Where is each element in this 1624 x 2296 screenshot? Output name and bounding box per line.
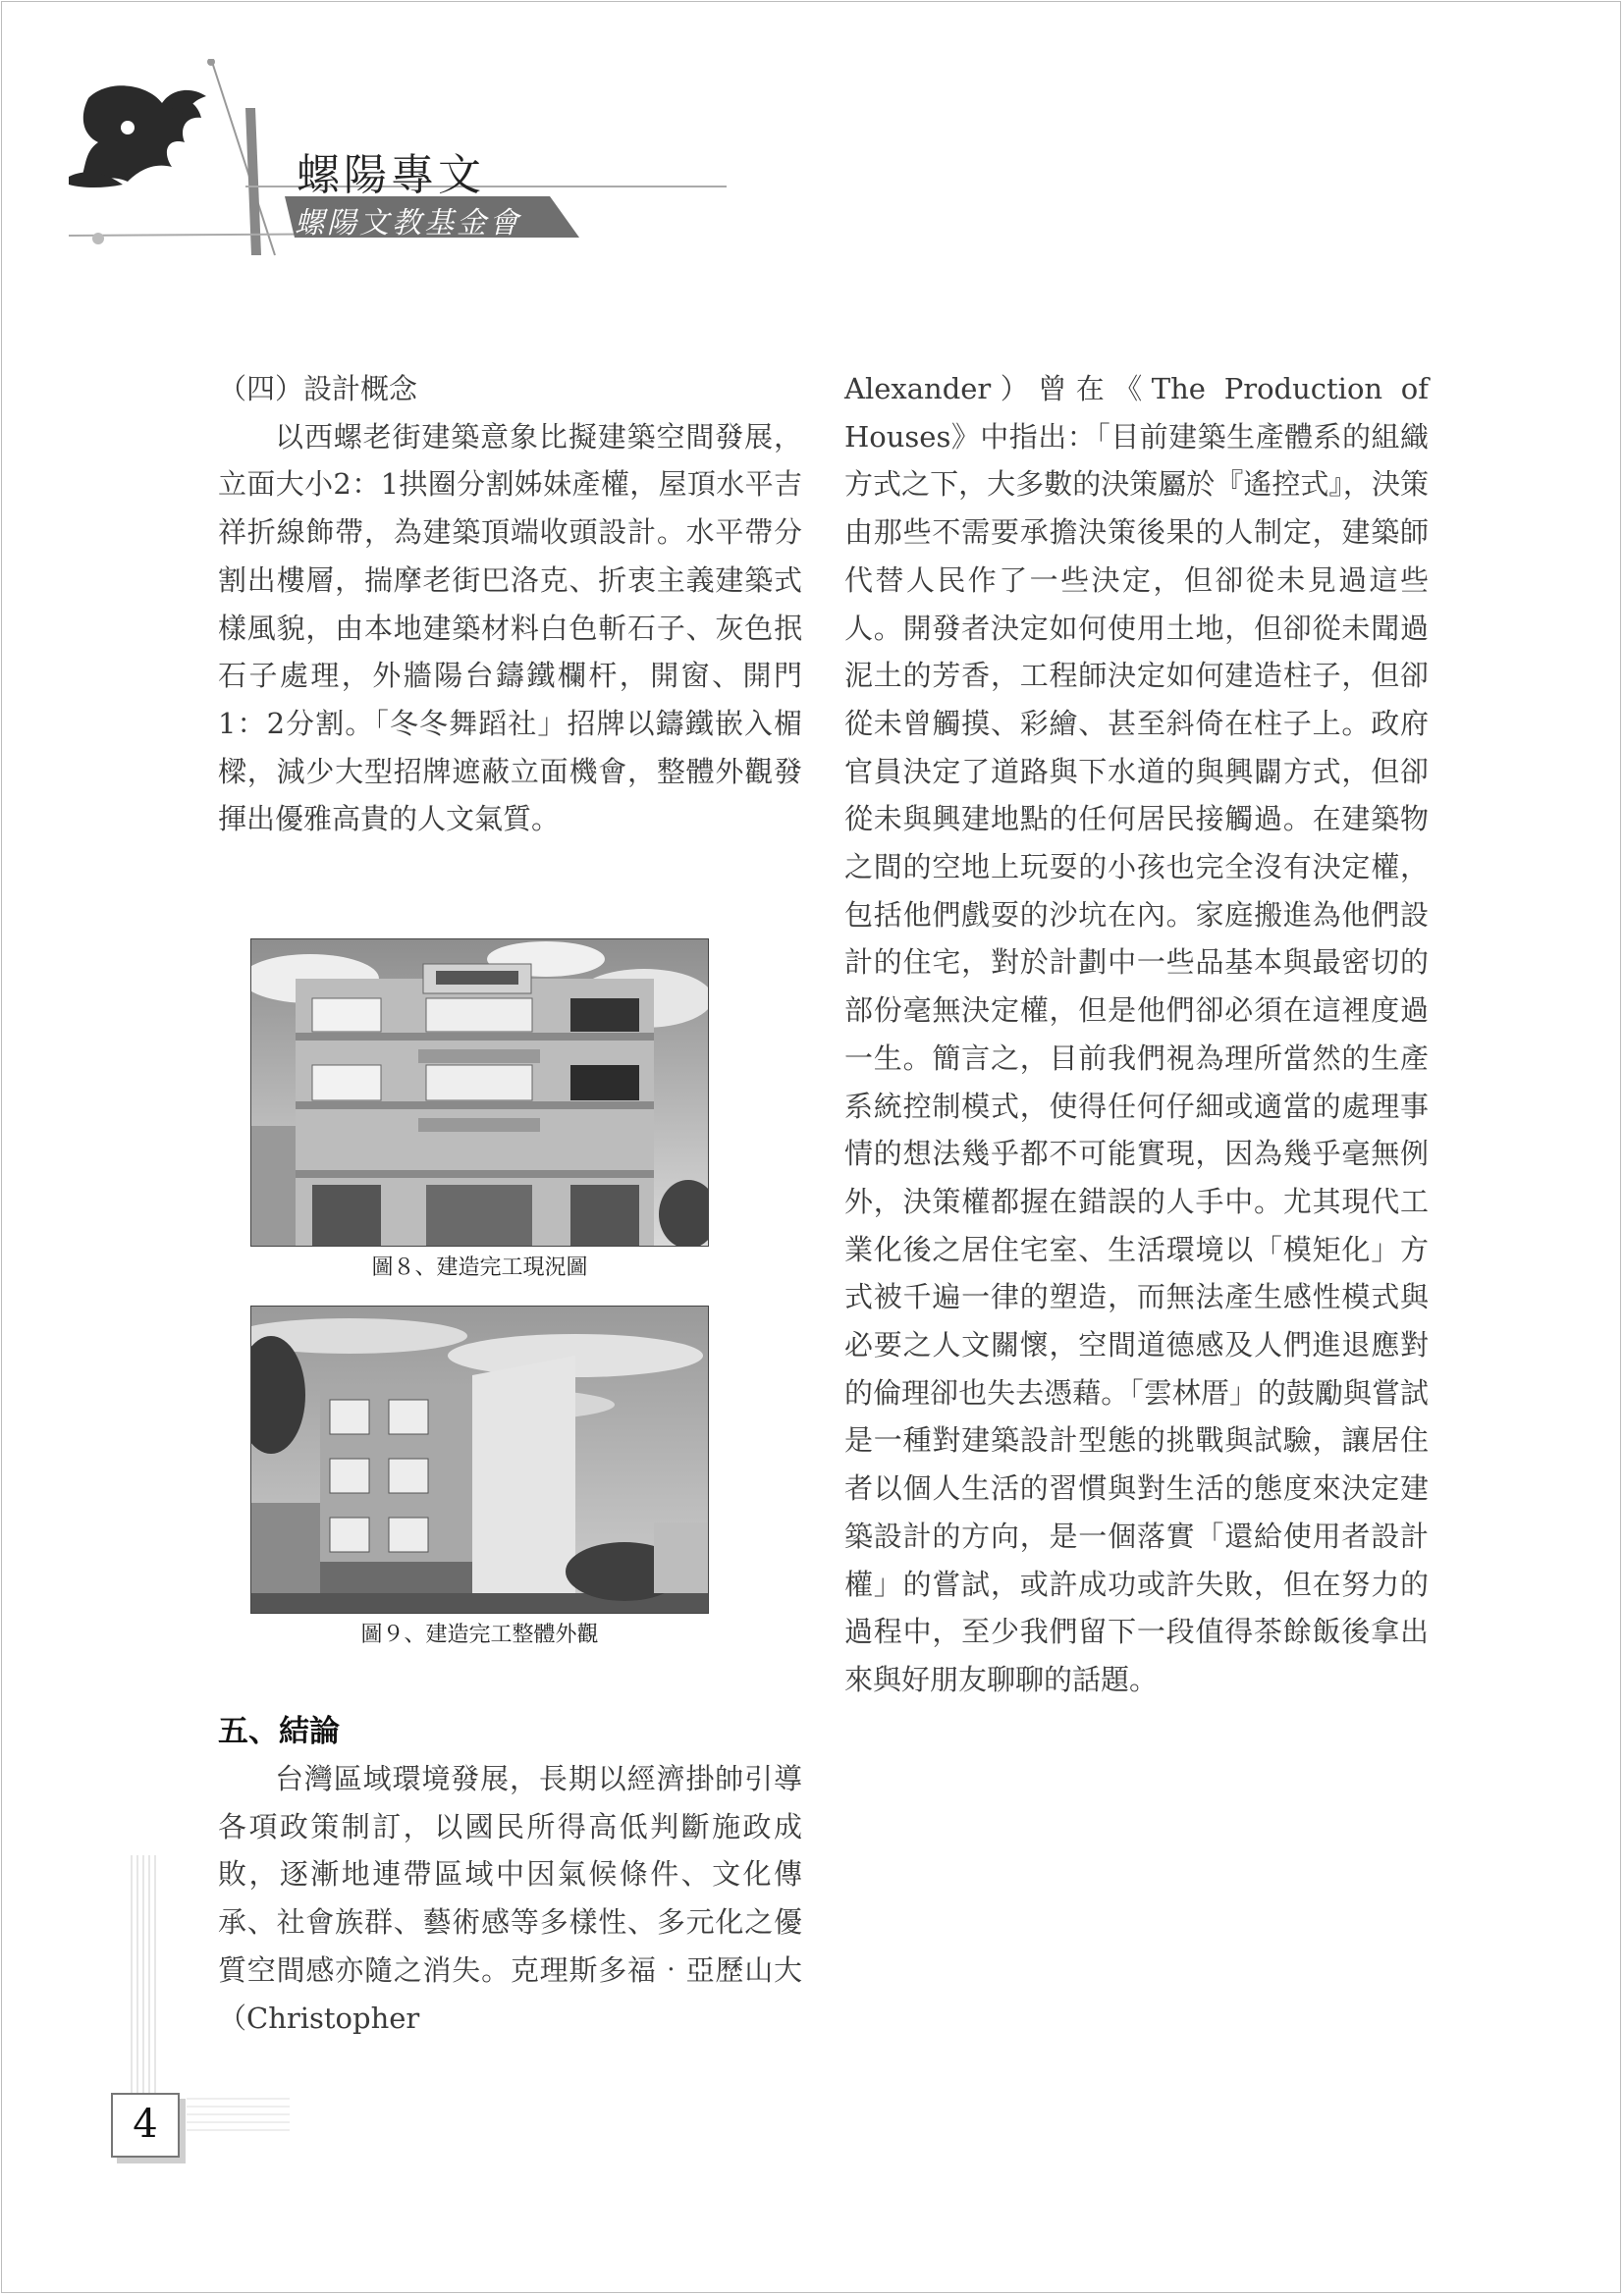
- figure-9-caption: 圖９、建造完工整體外觀: [360, 1623, 599, 1647]
- figure-8: [250, 938, 709, 1282]
- conclusion-paragraph: 台灣區域環境發展，長期以經濟掛帥引導各項政策制訂，以國民所得高低判斷施政成敗，逐漸地連帶區域中因氣候條件、文化傳承、社會族群、藝術感等多樣性、多元化之優質空間感亦隨之消失。克理斯多福‧亞歷山大（Christopher: [218, 1762, 802, 2035]
- header-title: 螺陽專文: [297, 150, 485, 200]
- page-header: [69, 59, 756, 275]
- design-concept-paragraph: 以西螺老街建築意象比擬建築空間發展，立面大小2：1拱圈分割姊妹產權，屋頂水平吉祥折線飾帶，為建築頂端收頭設計。水平帶分割出樓層，揣摩老街巴洛克、折衷主義建築式樣風貌，由本地建築材料白色斬石子、灰色抿石子處理，外牆陽台鑄鐵欄杆，開窗、開門1：2分割。「冬冬舞蹈社」招牌以鑄鐵嵌入楣樑，減少大型招牌遮蔽立面機會，整體外觀發揮出優雅高貴的人文氣質。: [218, 419, 802, 836]
- conclusion-section: [218, 1708, 802, 2042]
- right-column: [844, 365, 1429, 1704]
- right-column-paragraph: Alexander）曾在《The Production of Houses》中指出：「目前建築生產體系的組織方式之下，大多數的決策屬於『遙控式』，決策由那些不需要承擔決策後果的人制定，建築師代替人民作了一些決定，但卻從未見過這些人。開發者決定如何使用土地，但卻從未聞過泥土的芳香，工程師決定如何建造柱子，但卻從未曾觸摸、彩繪、甚至斜倚在柱子上。政府官員決定了道路與下水道的與興闢方式，但卻從未與興建地點的任何居民接觸過。在建築物之間的空地上玩耍的小孩也完全沒有決定權，包括他們戲耍的沙坑在內。家庭搬進為他們設計的住宅，對於計劃中一些品基本與最密切的部份毫無決定權，但是他們卻必須在這裡度過一生。簡言之，目前我們視為理所當然的生產系統控制模式，使得任何仔細或適當的處理事情的想法幾乎都不可能實現，因為幾乎毫無例外，決策權都握在錯誤的人手中。尤其現代工業化後之居住宅室、生活環境以「模矩化」方式被千遍一律的塑造，而無法產生感性模式與必要之人文關懷，空間道德感及人們進退應對的倫理卻也失去憑藉。「雲林厝」的鼓勵與嘗試是一種對建築設計型態的挑戰與試驗，讓居住者以個人生活的習慣與對生活的態度來決定建築設計的方向，是一個落實「還給使用者設計權」的嘗試，或許成功或許失敗，但在努力的過程中，至少我們留下一段值得茶餘飯後拿出來與好朋友聊聊的話題。: [844, 372, 1429, 1696]
- figure-8-caption: 圖８、建造完工現況圖: [371, 1255, 588, 1280]
- building-front-photo: [250, 938, 709, 1247]
- figure-9: [250, 1306, 709, 1649]
- left-column: [218, 365, 802, 843]
- conclusion-heading: 五、結論: [218, 1714, 340, 1749]
- dragon-logo-icon: [69, 85, 206, 187]
- building-exterior-photo: [250, 1306, 709, 1614]
- page-number: 4: [111, 2093, 180, 2158]
- subsection-heading: （四）設計概念: [218, 372, 418, 405]
- header-subtitle: 螺陽文教基金會: [295, 206, 521, 240]
